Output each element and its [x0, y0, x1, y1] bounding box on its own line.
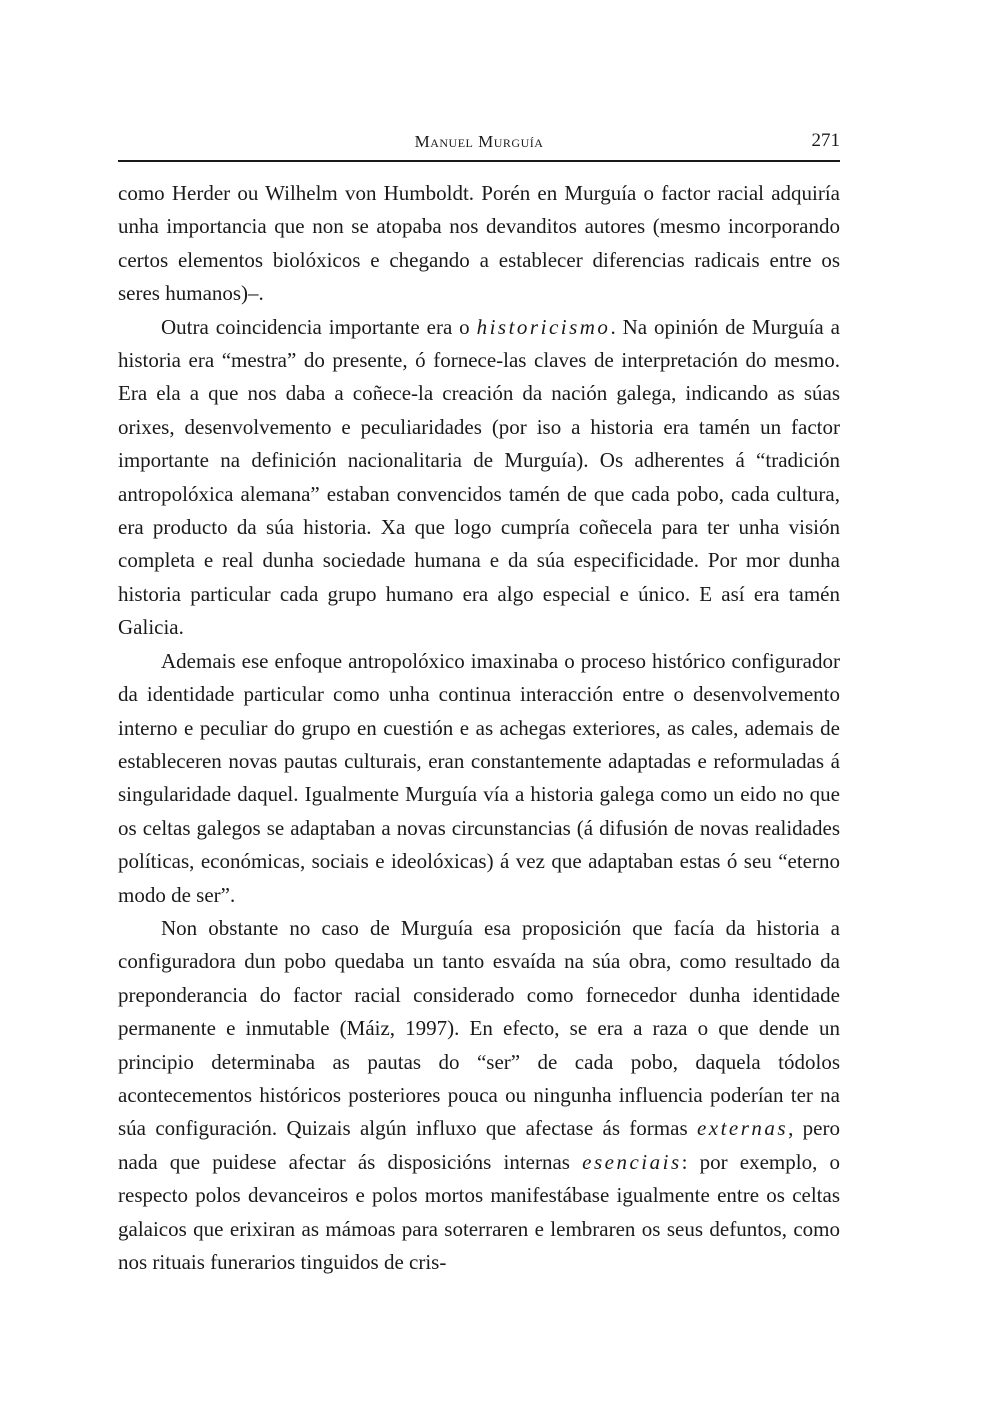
- body-text: [118, 177, 840, 1279]
- page-number: 271: [811, 130, 840, 151]
- paragraph-1: como Herder ou Wilhelm von Humboldt. Porén en Murguía o factor racial adquiría unha importancia que non se atopaba nos devanditos autores (mesmo incorporando certos elementos biolóxicos e chegando a establecer diferencias radicais entre os seres humanos)–.: [118, 181, 840, 306]
- paragraph-3: Ademais ese enfoque antropolóxico imaxinaba o proceso histórico configurador da identidade particular como unha continua interacción entre o desenvolvemento interno e peculiar do grupo en cuestión e as achegas exteriores, as cales, ademais de estableceren novas pautas culturais, eran constantemente adaptadas e reformuladas á singularidade daquel. Igualmente Murguía vía a historia galega como un eido no que os celtas galegos se adaptaban a novas circunstancias (á difusión de novas realidades políticas, económicas, sociais e ideolóxicas) á vez que adaptaban estas ó seu “eterno modo de ser”.: [118, 648, 840, 907]
- paragraph-4-before: Non obstante no caso de Murguía esa proposición que facía da historia a configuradora dun pobo quedaba un tanto esvaída na súa obra, como resultado da preponderancia do factor racial considerado como fornecedor dunha identidade permanente e inmutable (Máiz, 1997). En efecto, se era a raza o que dende un principio determinaba as pautas do “ser” de cada pobo, daquela tódolos acontecementos históricos posteriores pouca ou ningunha influencia poderían ter na súa configuración. Quizais algún influxo que afectase ás formas: [118, 915, 840, 1141]
- emphasis-externas: externas: [696, 1116, 789, 1141]
- paragraph-4-after: : por exemplo, o respecto polos devanceiros e polos mortos manifestábase igualmente entre os celtas galaicos que erixiran as mámoas para soterraren e lembraren os seus defuntos, como nos rituais funerarios tinguidos de cris-: [118, 1149, 841, 1274]
- running-title: Manuel Murguía: [414, 132, 544, 151]
- emphasis-esenciais: esenciais: [582, 1149, 682, 1174]
- paragraph-4-middle: , pero nada que puidese afectar ás disposicións internas: [118, 1116, 840, 1174]
- paragraph-2-after: . Na opinión de Murguía a historia era “mestra” do presente, ó fornece-las claves de interpretación do mesmo. Era ela a que nos daba a coñece-la creación da nación galega, indicando as súas orixes, desenvolvemento e peculiaridades (por iso a historia era tamén un factor importante na definición nacionalitaria de Murguía). Os adherentes á “tradición antropolóxica alemana” estaban convencidos tamén de que cada pobo, cada cultura, era producto da súa historia. Xa que logo cumpría coñecela para ter unha visión completa e real dunha sociedade humana e da súa especificidade. Por mor dunha historia particular cada grupo humano era algo especial e único. E así era tamén Galicia.: [118, 314, 840, 640]
- paragraph-2-before: Outra coincidencia importante era o: [161, 314, 477, 339]
- emphasis-historicismo: historicismo: [476, 314, 611, 339]
- running-header: [118, 128, 840, 162]
- paragraph-2: [118, 311, 840, 645]
- paragraph-4: [118, 912, 840, 1279]
